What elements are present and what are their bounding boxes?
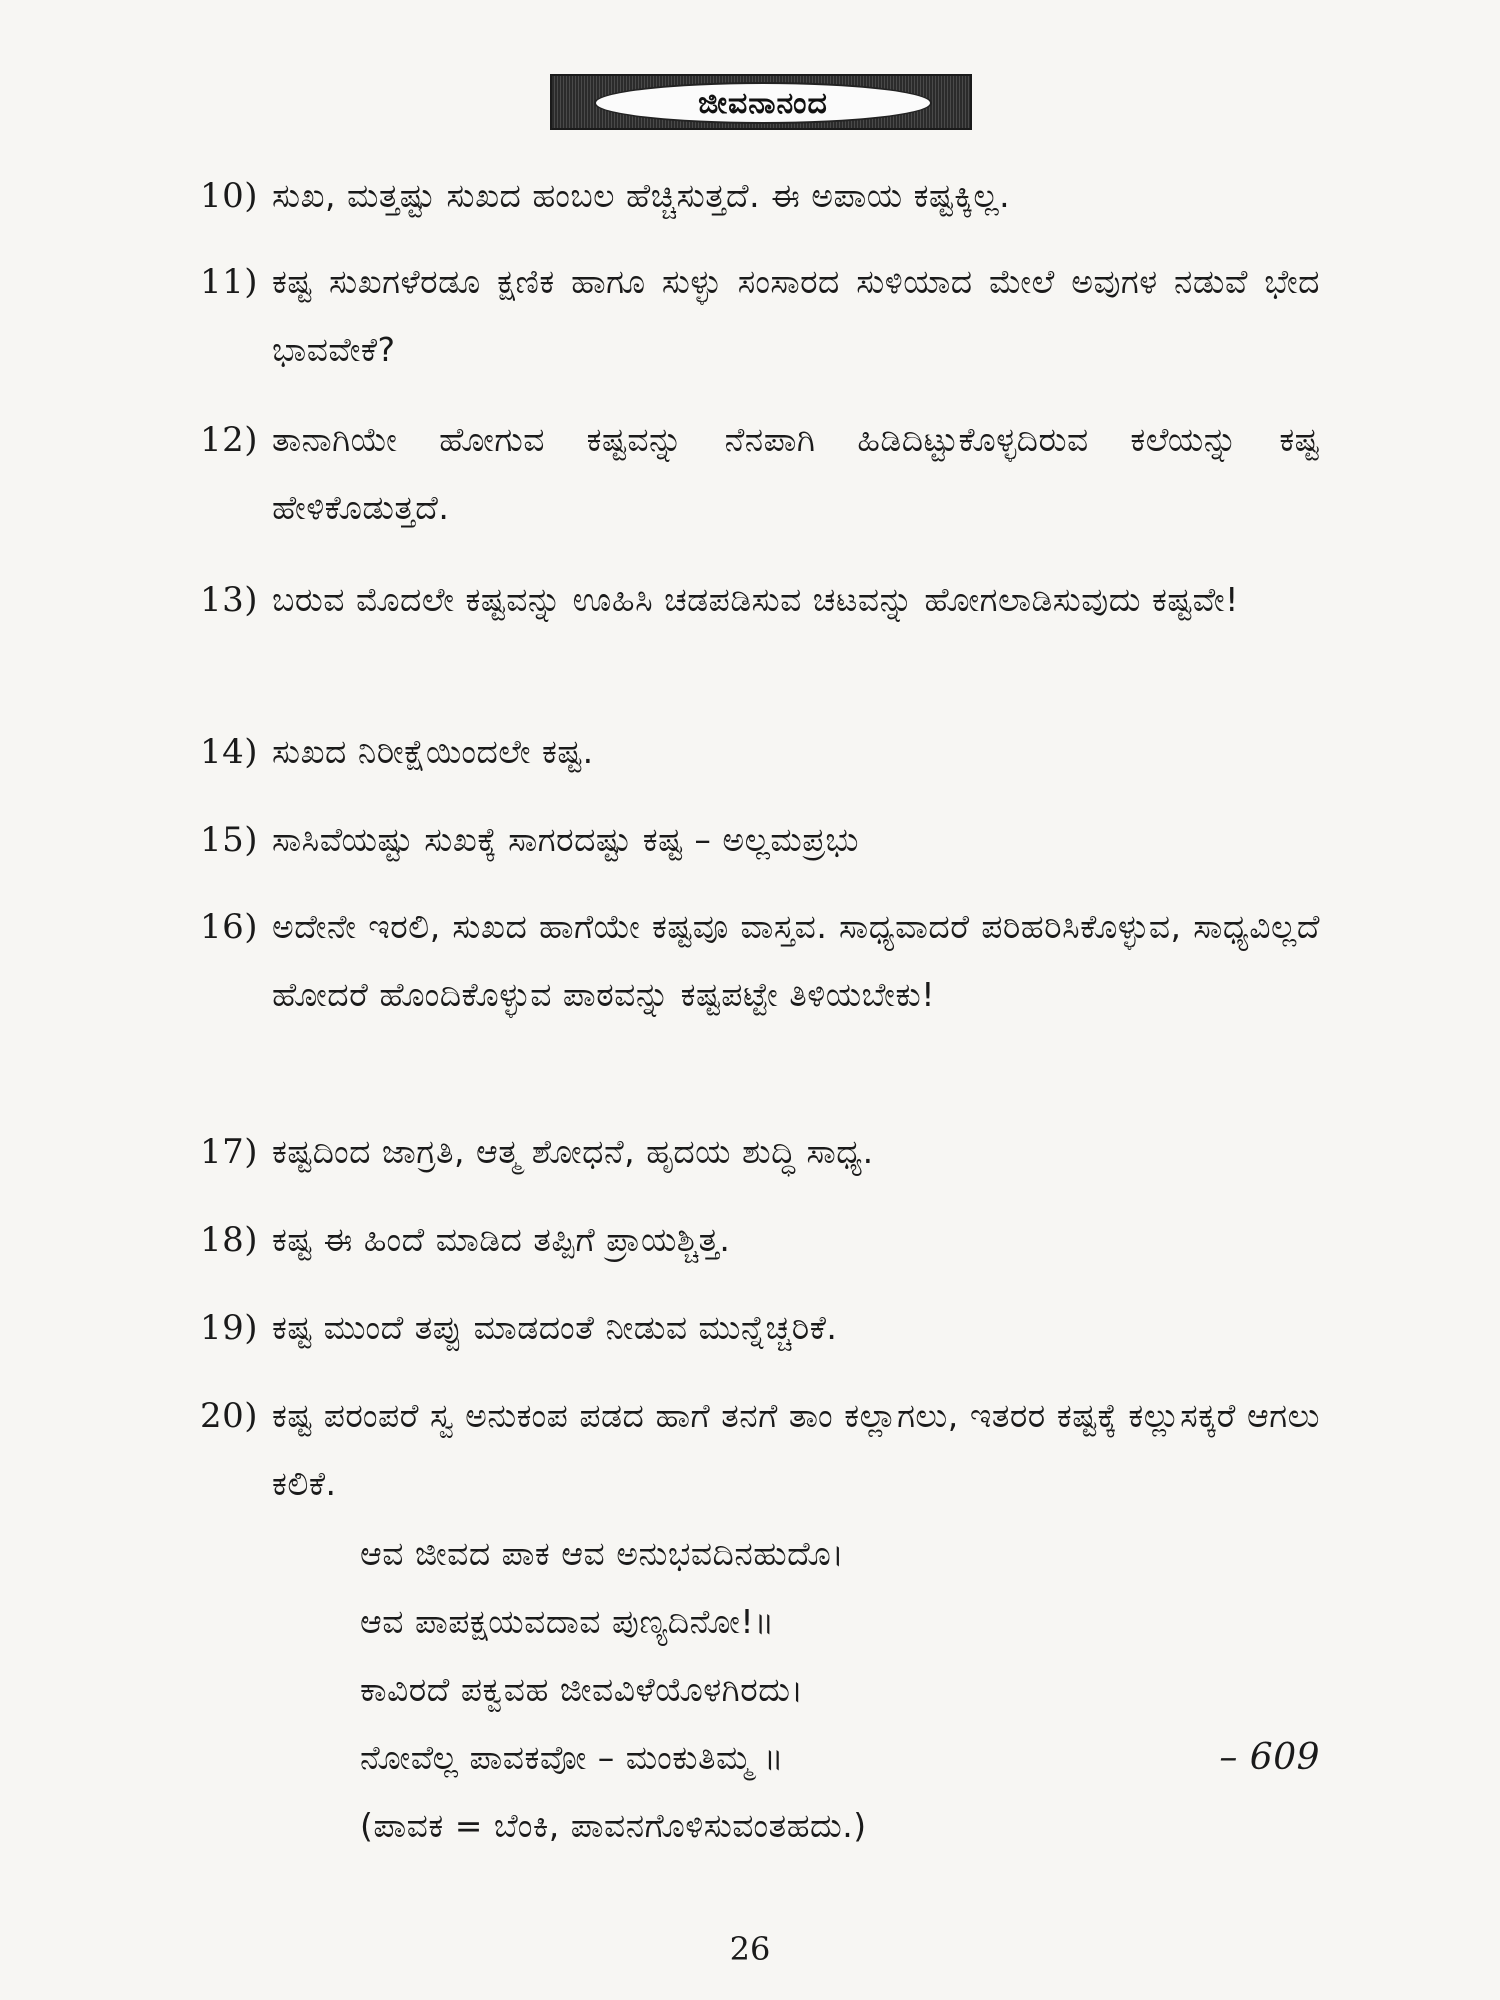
item-number: 11)	[200, 262, 259, 302]
item-number: 18)	[200, 1220, 259, 1260]
list-item-13	[200, 566, 1320, 634]
item-number: 20)	[200, 1396, 259, 1436]
list-item-20	[200, 1382, 1320, 1518]
item-number: 19)	[200, 1308, 259, 1348]
header-title: ಜೀವನಾನಂದ	[698, 85, 828, 121]
item-number: 12)	[200, 420, 259, 460]
verse-line: ಕಾವಿರದೆ ಪಕ್ವವಹ ಜೀವವಿಳೆಯೊಳಗಿರದು।	[360, 1670, 804, 1709]
item-text: ಸಾಸಿವೆಯಷ್ಟು ಸುಖಕ್ಕೆ ಸಾಗರದಷ್ಟು ಕಷ್ಟ – ಅಲ್ಲಮಪ್ರಭು	[272, 820, 859, 859]
list-item-16	[200, 893, 1320, 1029]
header-banner	[550, 74, 972, 130]
verse-reference: – 609	[1219, 1737, 1320, 1778]
verse-line: ಆವ ಪಾಪಕ್ಷಯವದಾವ ಪುಣ್ಯದಿನೋ!॥	[360, 1602, 775, 1641]
item-text: ಕಷ್ಟ ಪರಂಪರೆ ಸ್ವ ಅನುಕಂಪ ಪಡದ ಹಾಗೆ ತನಗೆ ತಾಂ ಕಲ್ಲಾಗಲು, ಇತರರ ಕಷ್ಟಕ್ಕೆ ಕಲ್ಲುಸಕ್ಕರೆ ಆಗಲು ಕಲಿಕೆ.	[272, 1396, 1320, 1503]
list-item-14	[200, 718, 1320, 786]
item-number: 10)	[200, 176, 259, 216]
verse-line: ನೋವೆಲ್ಲ ಪಾವಕವೋ – ಮಂಕುತಿಮ್ಮ ॥	[360, 1738, 785, 1777]
verse-line-with-ref	[360, 1724, 1320, 1792]
item-text: ಅದೇನೇ ಇರಲಿ, ಸುಖದ ಹಾಗೆಯೇ ಕಷ್ಟವೂ ವಾಸ್ತವ. ಸಾಧ್ಯವಾದರೆ ಪರಿಹರಿಸಿಕೊಳ್ಳುವ, ಸಾಧ್ಯವಿಲ್ಲದೆ ಹೋದರೆ ಹೊಂದಿಕೊಳ್ಳುವ ಪಾಠವನ್ನು ಕಷ್ಟಪಟ್ಟೇ ತಿಳಿಯಬೇಕು!	[272, 907, 1320, 1014]
header-oval	[594, 82, 932, 124]
item-number: 14)	[200, 732, 259, 772]
list-item-18	[200, 1206, 1320, 1274]
verse-line: ಆವ ಜೀವದ ಪಾಕ ಆವ ಅನುಭವದಿನಹುದೊ।	[360, 1534, 845, 1573]
item-number: 16)	[200, 907, 259, 947]
item-text: ಸುಖ, ಮತ್ತಷ್ಟು ಸುಖದ ಹಂಬಲ ಹೆಚ್ಚಿಸುತ್ತದೆ. ಈ ಅಪಾಯ ಕಷ್ಟಕ್ಕಿಲ್ಲ.	[272, 176, 1011, 215]
list-item-12	[200, 406, 1320, 542]
item-text: ತಾನಾಗಿಯೇ ಹೋಗುವ ಕಷ್ಟವನ್ನು ನೆನಪಾಗಿ ಹಿಡಿದಿಟ್ಟುಕೊಳ್ಳದಿರುವ ಕಲೆಯನ್ನು ಕಷ್ಟ ಹೇಳಿಕೊಡುತ್ತದೆ.	[272, 420, 1320, 527]
list-item-11	[200, 248, 1320, 384]
item-text: ಸುಖದ ನಿರೀಕ್ಷೆಯಿಂದಲೇ ಕಷ್ಟ.	[272, 732, 594, 771]
verse-block	[360, 1520, 1320, 1860]
list-item-17	[200, 1118, 1320, 1186]
list-item-10	[200, 162, 1320, 230]
list-item-19	[200, 1294, 1320, 1362]
list-item-15	[200, 806, 1320, 874]
item-text: ಕಷ್ಟ ಸುಖಗಳೆರಡೂ ಕ್ಷಣಿಕ ಹಾಗೂ ಸುಳ್ಳು ಸಂಸಾರದ ಸುಳಿಯಾದ ಮೇಲೆ ಅವುಗಳ ನಡುವೆ ಭೇದ ಭಾವವೇಕೆ?	[272, 262, 1320, 369]
item-text: ಬರುವ ಮೊದಲೇ ಕಷ್ಟವನ್ನು ಊಹಿಸಿ ಚಡಪಡಿಸುವ ಚಟವನ್ನು ಹೋಗಲಾಡಿಸುವುದು ಕಷ್ಟವೇ!	[272, 580, 1239, 619]
item-number: 17)	[200, 1132, 259, 1172]
item-number: 13)	[200, 580, 259, 620]
item-text: ಕಷ್ಟ ಈ ಹಿಂದೆ ಮಾಡಿದ ತಪ್ಪಿಗೆ ಪ್ರಾಯಶ್ಚಿತ್ತ.	[272, 1220, 731, 1259]
item-text: ಕಷ್ಟದಿಂದ ಜಾಗ್ರತಿ, ಆತ್ಮ ಶೋಧನೆ, ಹೃದಯ ಶುದ್ಧಿ ಸಾಧ್ಯ.	[272, 1132, 874, 1171]
page-number: 26	[729, 1930, 771, 1968]
verse-gloss: (ಪಾವಕ = ಬೆಂಕಿ, ಪಾವನಗೊಳಿಸುವಂತಹದು.)	[360, 1806, 867, 1845]
item-number: 15)	[200, 820, 259, 860]
item-text: ಕಷ್ಟ ಮುಂದೆ ತಪ್ಪು ಮಾಡದಂತೆ ನೀಡುವ ಮುನ್ನೆಚ್ಚರಿಕೆ.	[272, 1308, 838, 1347]
